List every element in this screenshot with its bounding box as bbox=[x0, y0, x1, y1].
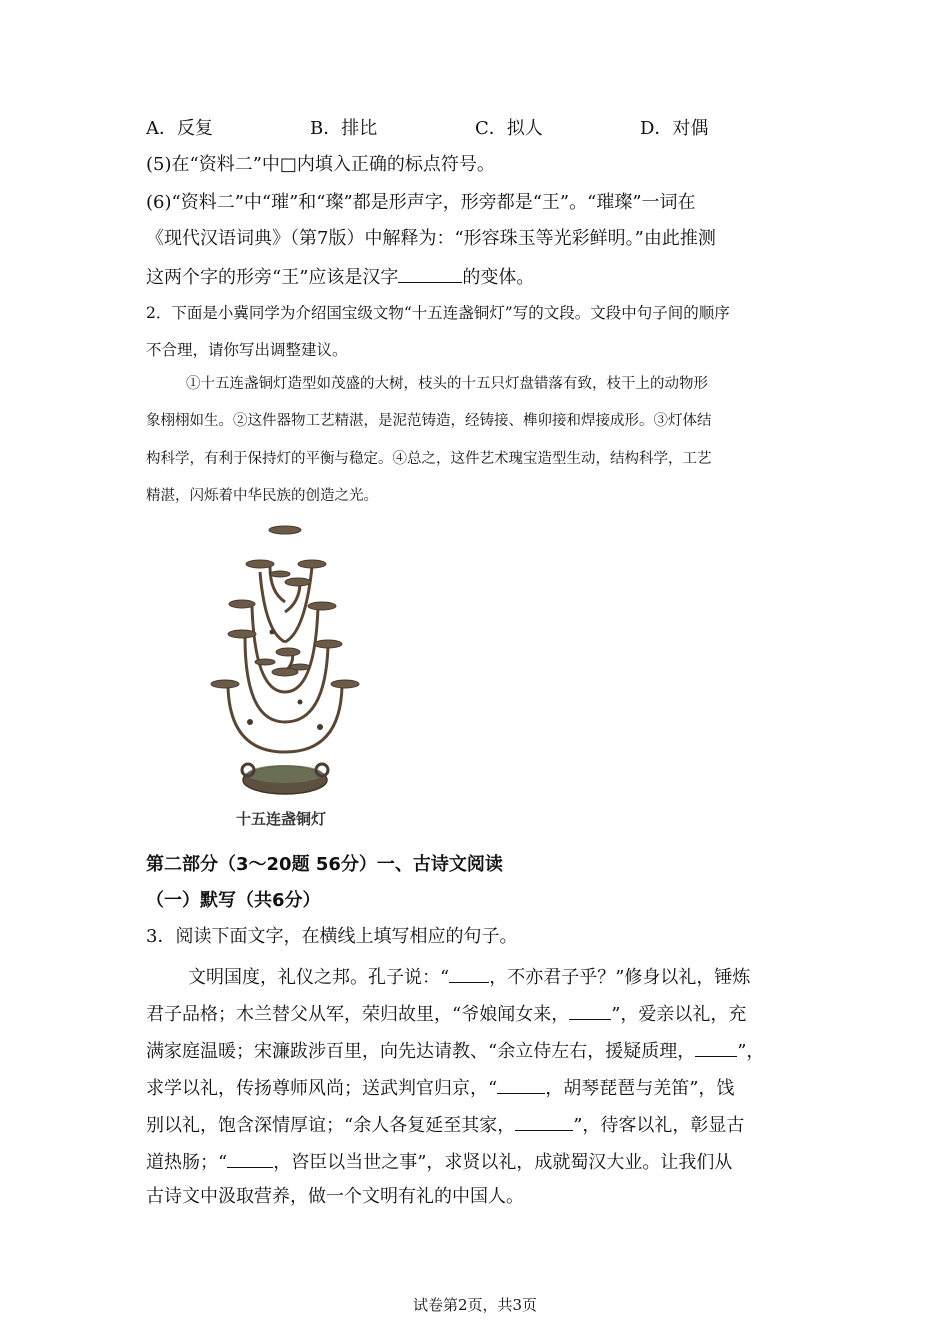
poem-text: 文明国度，礼仪之邦。孔子说：“ bbox=[188, 967, 450, 988]
section-subtitle: （一）默写（共6分） bbox=[146, 890, 321, 911]
answer-blank[interactable] bbox=[398, 266, 462, 283]
answer-blank[interactable] bbox=[515, 1114, 573, 1131]
option-c: C．拟人 bbox=[475, 118, 543, 139]
poem-line-3 bbox=[146, 1040, 764, 1061]
poem-line-6 bbox=[146, 1151, 732, 1172]
option-a: A．反复 bbox=[146, 118, 213, 139]
page-footer: 试卷第2页，共3页 bbox=[412, 1296, 538, 1314]
answer-blank[interactable] bbox=[569, 1003, 611, 1020]
question-5: (5)在“资料二”中□内填入正确的标点符号。 bbox=[146, 154, 495, 175]
answer-blank[interactable] bbox=[227, 1151, 273, 1168]
question-6-line-1: (6)“资料二”中“璀”和“璨”都是形声字，形旁都是“王”。“璀璨”一词在 bbox=[146, 192, 696, 213]
poem-line-5 bbox=[146, 1114, 744, 1135]
poem-text: ，不亦君子乎？”修身以礼，锤炼 bbox=[489, 967, 751, 988]
bronze-lamp-image bbox=[200, 522, 370, 802]
poem-line-4 bbox=[146, 1077, 734, 1098]
question-2-line-1: 2．下面是小冀同学为介绍国宝级文物“十五连盏铜灯”写的文段。文段中句子间的顺序 bbox=[146, 304, 730, 322]
poem-text: ”，爱亲以礼，充 bbox=[611, 1004, 747, 1025]
question-3-intro: 3．阅读下面文字，在横线上填写相应的句子。 bbox=[146, 926, 518, 947]
poem-line-2 bbox=[146, 1003, 746, 1024]
section-title: 第二部分（3～20题 56分）一、古诗文阅读 bbox=[146, 854, 503, 875]
passage-line-1: ①十五连盏铜灯造型如茂盛的大树，枝头的十五只灯盘错落有致，枝干上的动物形 bbox=[186, 376, 708, 392]
poem-text: ，咨臣以当世之事”，求贤以礼，成就蜀汉大业。让我们从 bbox=[273, 1152, 733, 1173]
answer-blank[interactable] bbox=[449, 966, 489, 983]
question-2-line-2: 不合理，请你写出调整建议。 bbox=[146, 341, 348, 359]
poem-line-7: 古诗文中汲取营养，做一个文明有礼的中国人。 bbox=[146, 1186, 524, 1207]
option-b: B．排比 bbox=[310, 118, 378, 139]
passage-line-3: 构科学，有利于保持灯的平衡与稳定。④总之，这件艺术瑰宝造型生动，结构科学，工艺 bbox=[146, 451, 712, 467]
poem-text: 满家庭温暖；宋濂跋涉百里，向先达请教、“余立侍左右，援疑质理， bbox=[146, 1041, 696, 1062]
poem-text: 别以礼，饱含深情厚谊；“余人各复延至其家， bbox=[146, 1115, 516, 1136]
question-6-line-2: 《现代汉语词典》（第7版）中解释为：“形容珠玉等光彩鲜明。”由此推测 bbox=[146, 228, 716, 249]
poem-text: ，胡琴琵琶与羌笛”，饯 bbox=[545, 1078, 735, 1099]
option-d: D．对偶 bbox=[640, 118, 709, 139]
question-6-line-3 bbox=[146, 266, 534, 287]
poem-text: ”，待客以礼，彰显古 bbox=[573, 1115, 745, 1136]
answer-blank[interactable] bbox=[497, 1077, 545, 1094]
question-6-text-b: 的变体。 bbox=[462, 267, 535, 288]
poem-text: 求学以礼，传扬尊师风尚；送武判官归京，“ bbox=[146, 1078, 498, 1099]
answer-blank[interactable] bbox=[695, 1040, 737, 1057]
question-6-text-a: 这两个字的形旁“王”应该是汉字 bbox=[146, 267, 399, 288]
passage-line-4: 精湛，闪烁着中华民族的创造之光。 bbox=[146, 488, 378, 504]
poem-line-1 bbox=[188, 966, 750, 987]
poem-text: 道热肠；“ bbox=[146, 1152, 228, 1173]
poem-text: 君子品格；木兰替父从军，荣归故里，“爷娘闻女来， bbox=[146, 1004, 570, 1025]
poem-text: ”， bbox=[737, 1041, 765, 1062]
image-caption: 十五连盏铜灯 bbox=[236, 810, 327, 828]
passage-line-2: 象栩栩如生。②这件器物工艺精湛，是泥范铸造，经铸接、榫卯接和焊接成形。③灯体结 bbox=[146, 413, 712, 429]
